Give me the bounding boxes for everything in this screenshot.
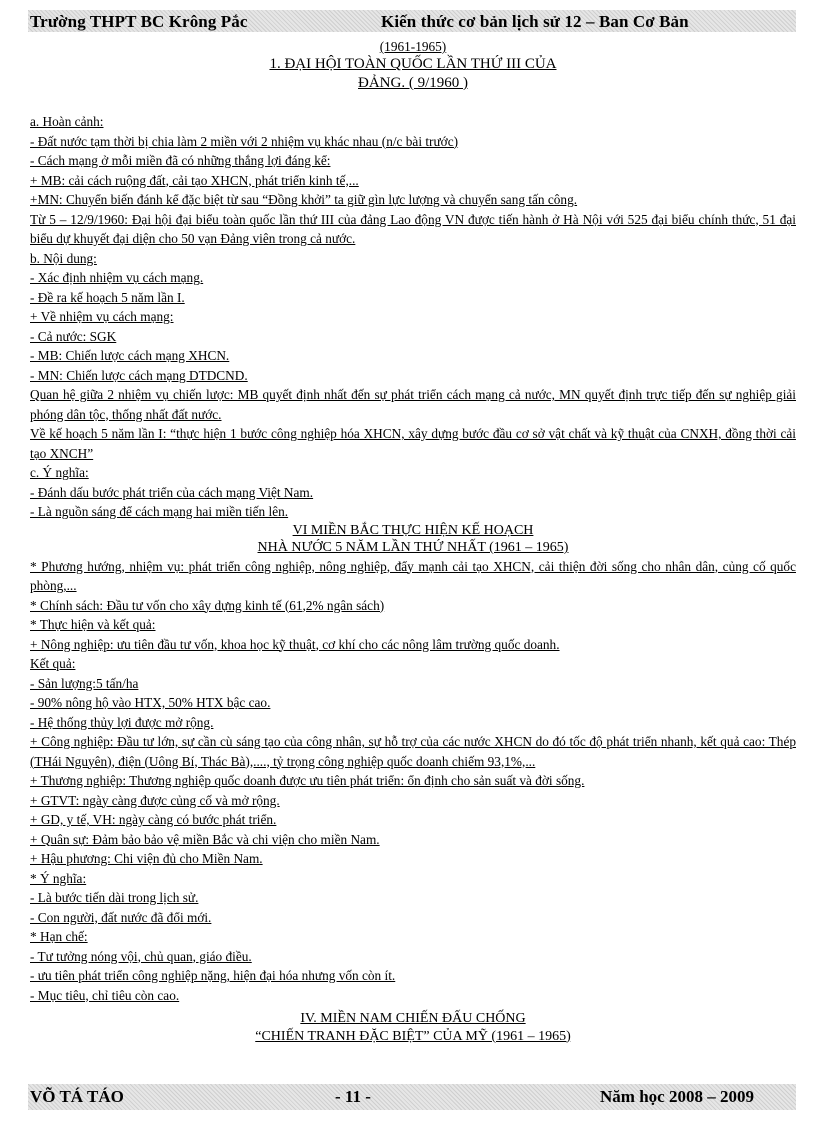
plan-paragraph: Về kế hoạch 5 năm lần I: “thực hiện 1 bước công nghiệp hóa XHCN, xây dựng bước đầu cơ sở vật chất và kỹ thuật của CNXH, đồng thời cải tạo XNCH” [30, 426, 796, 461]
text-line: Kết quả: [30, 656, 76, 671]
text-line: b. Nội dung: [30, 250, 97, 266]
section6-title-line1: VI MIỀN BẮC THỰC HIỆN KẾ HOẠCH [292, 522, 534, 538]
page-content [30, 38, 796, 1045]
relation-paragraph: Quan hệ giữa 2 nhiệm vụ chiến lược: MB quyết định nhất đến sự phát triển cách mạng cả nước, MN quyết định trực tiếp đến sự nghiệp giải phóng dân tộc, thống nhất đất nước. [30, 387, 796, 422]
text-line: - Đánh dấu bước phát triển của cách mạng Việt Nam. [30, 484, 314, 500]
top-period: (1961-1965) [379, 39, 447, 54]
section1-title-line1: 1. ĐẠI HỘI TOÀN QUỐC LẦN THỨ III CỦA [269, 56, 557, 72]
text-line: + Nông nghiệp: ưu tiên đầu tư vốn, khoa học kỹ thuật, cơ khí cho các nông lâm trường quốc doanh. [30, 636, 560, 652]
text-line: - Hệ thống thủy lợi được mở rộng. [30, 714, 214, 730]
text-line: - Xác định nhiệm vụ cách mạng. [30, 270, 204, 285]
footer-school-year: Năm học 2008 – 2009 [600, 1087, 754, 1106]
text-line: + Hậu phương: Chi viện đủ cho Miền Nam. [30, 851, 263, 866]
header-school: Trường THPT BC Krông Pắc [30, 12, 248, 31]
text-line: - Cả nước: SGK [30, 328, 117, 344]
text-line: - MB: Chiến lược cách mạng XHCN. [30, 348, 230, 363]
section1-title-line2: ĐẢNG. ( 9/1960 ) [358, 75, 468, 91]
direction-paragraph: * Phương hướng, nhiệm vụ: phát triển công nghiệp, nông nghiệp, đẩy mạnh cải tạo XHCN, cải thiện đời sống cho nhân dân, củng cố quốc phòng,... [30, 558, 796, 593]
footer-author: VÕ TÁ TÁO [30, 1087, 124, 1106]
text-line: - 90% nông hộ vào HTX, 50% HTX bậc cao. [30, 695, 271, 710]
text-line: * Hạn chế: [30, 929, 88, 944]
text-line: a. Hoàn cảnh: [30, 114, 104, 129]
text-line: * Ý nghĩa: [30, 870, 87, 886]
text-line: + Quân sự: Đảm bảo bảo vệ miền Bắc và chi viện cho miền Nam. [30, 831, 380, 847]
text-line: c. Ý nghĩa: [30, 465, 89, 480]
text-line: - Con người, đất nước đã đổi mới. [30, 909, 212, 925]
footer-page-number: - 11 - [335, 1087, 371, 1106]
text-line: * Thực hiện và kết quả: [30, 617, 156, 632]
text-line: * Chính sách: Đầu tư vốn cho xây dựng kinh tế (61,2% ngân sách) [30, 597, 385, 613]
congress-paragraph: Từ 5 – 12/9/1960: Đại hội đại biểu toàn quốc lần thứ III của đảng Lao động VN được tiến hành ở Hà Nội với 525 đại biểu chính thức, 51 đại biểu dự khuyết đại diện cho 50 vạn Đảng viên trong cả nước. [30, 211, 796, 246]
text-line: - Là nguồn sáng để cách mạng hai miền tiến lên. [30, 504, 289, 519]
industry-paragraph: + Công nghiệp: Đầu tư lớn, sự cần cù sáng tạo của công nhân, sự hỗ trợ của các nước XHCN do đó tốc độ phát triển nhanh, kết quả cao: Thép (THái Nguyên), điện (Uông Bí, Thác Bà),...., tỷ trọng công nghiệp quốc doanh chiếm 93,1%,... [30, 734, 796, 769]
section6-title-line2: NHÀ NƯỚC 5 NĂM LẦN THỨ NHẤT (1961 – 1965) [257, 540, 569, 555]
text-line: + MB: cải cách ruộng đất, cải tạo XHCN, phát triển kinh tế,... [30, 172, 359, 188]
header-subject: Kiến thức cơ bản lịch sử 12 – Ban Cơ Bản [381, 12, 689, 31]
text-line: - Đề ra kế hoạch 5 năm lần I. [30, 289, 185, 305]
section4-title-line1: IV. MIỀN NAM CHIẾN ĐẤU CHỐNG [300, 1011, 526, 1026]
text-line: - Cách mạng ở mỗi miền đã có những thắng lợi đáng kể: [30, 153, 331, 168]
text-line: - Mục tiêu, chỉ tiêu còn cao. [30, 987, 180, 1003]
text-line: + GD, y tế, VH: ngày càng có bước phát triển. [30, 812, 277, 827]
text-line: +MN: Chuyển biến đánh kể đặc biệt từ sau “Đồng khởi” ta giữ gìn lực lượng và chuyển sang tấn công. [30, 192, 578, 207]
text-line: + Thương nghiệp: Thương nghiệp quốc doanh được ưu tiên phát triển: ổn định cho sản suất và đời sống. [30, 773, 585, 788]
text-line: - Tư tưởng nóng vội, chủ quan, giáo điều. [30, 948, 252, 964]
section4-title-line2: “CHIẾN TRANH ĐẶC BIỆT” CỦA MỸ (1961 – 1965) [255, 1028, 571, 1044]
text-line: - MN: Chiến lược cách mạng DTDCND. [30, 367, 248, 383]
text-line: + GTVT: ngày càng được củng cố và mở rộng. [30, 792, 280, 808]
text-line: - Sản lượng:5 tấn/ha [30, 675, 139, 691]
text-line: - Là bước tiến dài trong lịch sử. [30, 890, 199, 905]
text-line: + Về nhiệm vụ cách mạng: [30, 309, 174, 324]
text-line: - ưu tiên phát triển công nghiệp nặng, hiện đại hóa nhưng vốn còn ít. [30, 968, 396, 983]
text-line: - Đất nước tạm thời bị chia làm 2 miền với 2 nhiệm vụ khác nhau (n/c bài trước) [30, 133, 459, 149]
